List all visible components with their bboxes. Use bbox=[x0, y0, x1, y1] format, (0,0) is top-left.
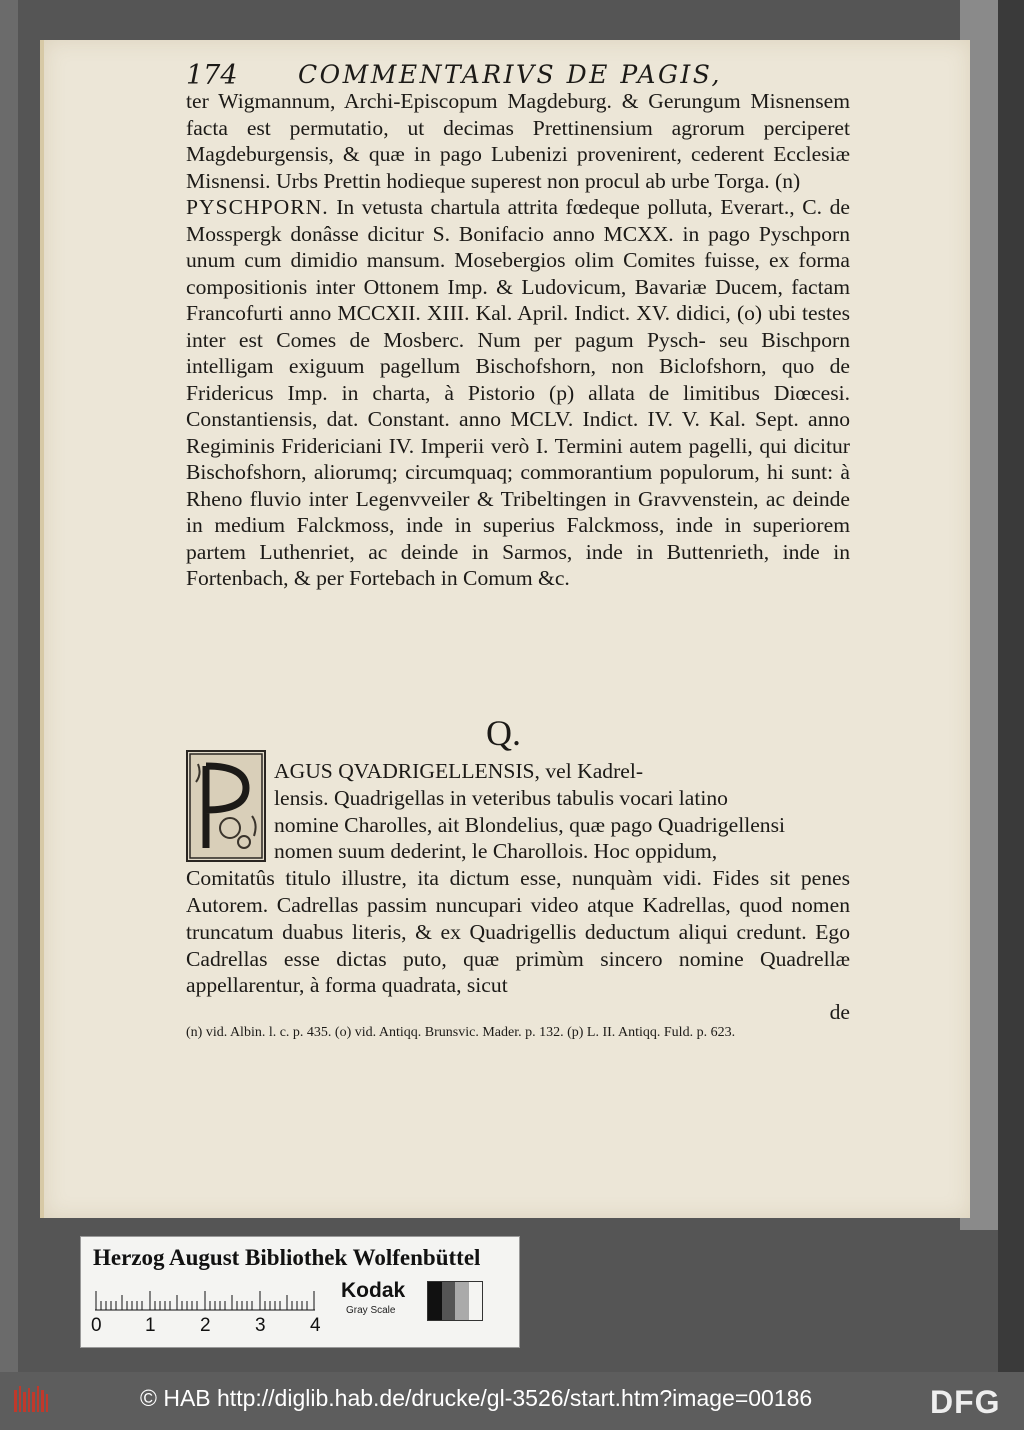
paragraph-pyschporn bbox=[186, 194, 850, 592]
copyright-link[interactable]: © HAB http://diglib.hab.de/drucke/gl-3526/start.htm?image=00186 bbox=[140, 1385, 813, 1411]
quad-line-2: lensis. Quadrigellas in veteribus tabulis vocari latino bbox=[274, 785, 728, 810]
catchword: de bbox=[829, 1000, 850, 1025]
gray-scale-swatches bbox=[427, 1281, 483, 1321]
institution-name: Herzog August Bibliothek Wolfenbüttel bbox=[93, 1245, 481, 1270]
ruler-number-3: 3 bbox=[255, 1315, 266, 1336]
ruler-scale bbox=[95, 1287, 315, 1311]
ruler-number-2: 2 bbox=[200, 1315, 211, 1336]
ruler-numbers bbox=[91, 1315, 327, 1339]
pyschporn-heading: PYSCHPORN. bbox=[186, 195, 329, 219]
ruler-number-1: 1 bbox=[145, 1315, 156, 1336]
gray-scale-label: Gray Scale bbox=[346, 1305, 396, 1316]
section-letter: Q. bbox=[486, 713, 521, 753]
quad-line-1: AGUS QVADRIGELLENSIS, vel Kadrel- bbox=[274, 759, 644, 783]
quad-line-3: nomine Charolles, ait Blondelius, quæ pago Quadrigellensi bbox=[274, 812, 785, 837]
quad-line-4: nomen suum dederint, le Charollois. Hoc oppidum, bbox=[274, 839, 718, 864]
paragraph-prettin: ter Wigmannum, Archi-Episcopum Magdeburg. & Gerungum Misnensem facta est permutatio, ut decimas Prettinensium agrorum perciperet Magdeburgensis, & quæ in pago Lubenizi provenirent, cederent Ecclesiæ Misnensi. Urbs Prettin hodieque superest non procul ab urbe Torga. (n) bbox=[186, 89, 850, 193]
barcode-icon bbox=[14, 1386, 48, 1414]
page-number: 174 bbox=[186, 60, 238, 91]
ruler-number-4: 4 bbox=[310, 1315, 321, 1336]
running-title: COMMENTARIVS DE PAGIS, bbox=[298, 60, 722, 89]
body-text-quadrigellensis bbox=[186, 758, 850, 1026]
right-edge bbox=[998, 0, 1024, 1372]
footer-bar bbox=[0, 1372, 1024, 1430]
footnotes: (n) vid. Albin. l. c. p. 435. (o) vid. Antiqq. Brunsvic. Mader. p. 132. (p) L. II. Antiqq. Fuld. p. 623. bbox=[186, 1025, 736, 1040]
ruler-number-0: 0 bbox=[91, 1315, 102, 1336]
dfg-logo: DFG bbox=[930, 1384, 1001, 1420]
pyschporn-text: In vetusta chartula attrita fœdeque polluta, Everart., C. de Mosspergk donâsse dicitur S. Bonifacio anno MCXX. in pago Pyschporn unum cum dimidio mansum. Mosebergios olim Comites fuisse, ex forma compositionis inter Ottonem Imp. & Ludovicum, Bavariæ Ducem, factam Francofurti anno MCCXII. XIII. Kal. April. Indict. XV. didici, (o) ubi testes inter est Comes de Mosberc. Num per pagum Pysch- seu Bischporn intelligam exiguum pagellum Bischofshorn, non Biclofshorn, quo de Fridericus Imp. in charta, à Pistorio (p) allata de limitibus Diœcesi. Constantiensis, dat. Constant. anno MCLV. Indict. IV. V. Kal. Sept. anno Regiminis Fridericiani IV. Imperii verò I. Termini autem pagelli, qui dicitur Bischofshorn, aliorumq; circumquaq; commorantium populorum, hi sunt: à Rheno fluvio inter Legenvveiler & Tribeltingen in Gravvenstein, ac deinde in medium Falckmoss, inde in superius Falckmoss, inde in superiorem partem Luthenriet, ac deinde in Sarmos, inde in Buttenrieth, inde in Fortenbach, & per Fortebach in Comum &c. bbox=[186, 195, 851, 590]
kodak-brand: Kodak bbox=[341, 1279, 406, 1302]
quad-rest: Comitatûs titulo illustre, ita dictum esse, nunquàm vidi. Fides sit penes Autorem. Cadrellas passim nuncupari video atque Kadrellas, quod nomen truncatum duabus literis, & ex Quadrigellis deductum aliqui credunt. Ego Cadrellas esse dictas puto, quæ primùm sincero nomine Quadrellæ appellarentur, à forma quadrata, sicut bbox=[186, 866, 850, 998]
library-label bbox=[80, 1236, 520, 1348]
body-text-top bbox=[186, 88, 850, 592]
